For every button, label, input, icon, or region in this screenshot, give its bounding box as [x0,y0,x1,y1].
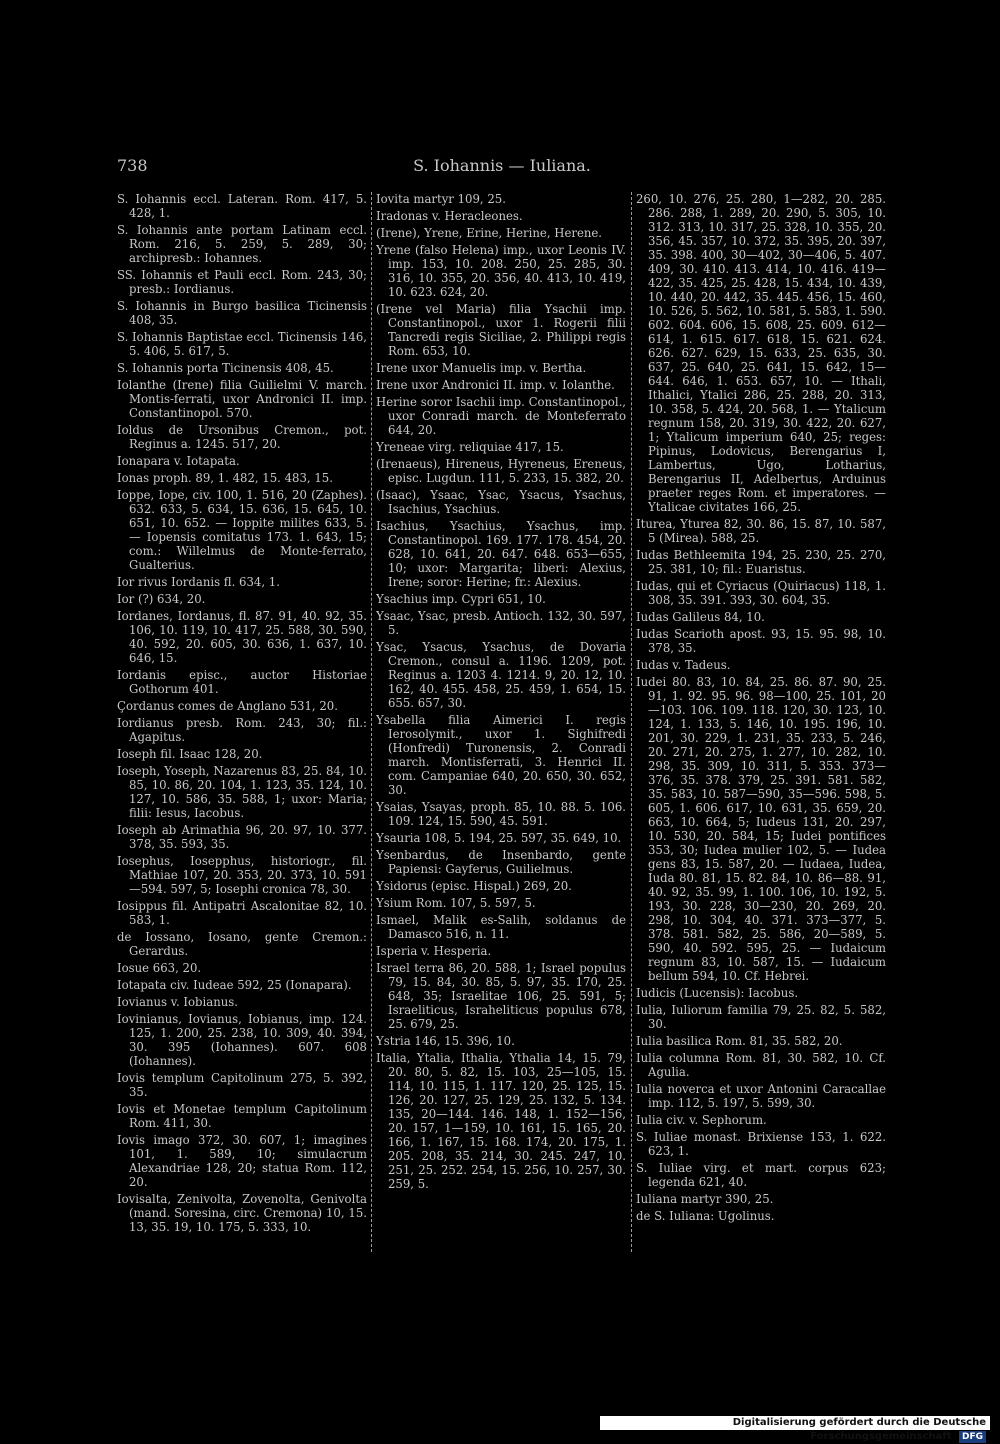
index-entry: Iulia columna Rom. 81, 30. 582, 10. Cf. Agulia. [636,1051,886,1079]
index-entry: Irene uxor Andronici II. imp. v. Iolanthe. [376,378,615,392]
index-entry: Iolanthe (Irene) filia Guilielmi V. march. Montis-ferrati, uxor Andronici II. imp. Constantinopol. 570. [117,378,367,420]
index-entry: (Irene), Yrene, Erine, Herine, Herene. [376,226,603,240]
index-entry: Iulia civ. v. Sephorum. [636,1113,767,1127]
index-entry: Iovianus v. Iobianus. [117,995,238,1009]
index-entry: Ioseph fil. Isaac 128, 20. [117,747,263,761]
column-divider [631,192,632,1252]
index-entry: Iudas Galileus 84, 10. [636,610,765,624]
index-entry: (Isaac), Ysaac, Ysac, Ysacus, Ysachus, Isachius, Ysachius. [376,488,626,516]
index-entry: Iudicis (Lucensis): Iacobus. [636,986,799,1000]
index-entry: Iovinianus, Iovianus, Iobianus, imp. 124. 125, 1. 200, 25. 238, 10. 309, 40. 394, 30. 395 (Iohannes). 607. 608 (Iohannes). [117,1012,367,1068]
index-entry: SS. Iohannis et Pauli eccl. Rom. 243, 30; presb.: Iordianus. [117,268,367,296]
index-entry: Iudas, qui et Cyriacus (Quiriacus) 118, 1. 308, 35. 391. 393, 30. 604, 35. [636,579,886,607]
index-entry: Ysauria 108, 5. 194, 25. 597, 35. 649, 10. [376,831,622,845]
credit-text: Digitalisierung gefördert durch die Deutsche Forschungsgemeinschaft [732,1417,986,1442]
index-entry: Ior rivus Iordanis fl. 634, 1. [117,575,280,589]
index-entry: Ysabella filia Aimerici I. regis Ierosolymit., uxor 1. Sighifredi (Honfredi) Turonensis, 2. Conradi march. Montisferrati, 3. Henrici II. com. Campaniae 640, 20. 650, 30. 652, 30. [376,713,626,797]
page-number: 738 [117,156,148,175]
index-entry: Iudas Scarioth apost. 93, 15. 95. 98, 10. 378, 35. [636,627,886,655]
index-entry: Ysidorus (episc. Hispal.) 269, 20. [376,879,572,893]
index-entry: Iuliana martyr 390, 25. [636,1192,774,1206]
index-entry: Ionapara v. Iotapata. [117,454,240,468]
index-entry: Ystria 146, 15. 396, 10. [376,1034,515,1048]
index-column-3 [636,192,886,1226]
index-entry: Ioseph ab Arimathia 96, 20. 97, 10. 377. 378, 35. 593, 35. [117,823,367,851]
index-entry: Ioldus de Ursonibus Cremon., pot. Reginus a. 1245. 517, 20. [117,423,367,451]
index-entry: Iulia basilica Rom. 81, 35. 582, 20. [636,1034,843,1048]
index-entry: Ismael, Malik es-Salih, soldanus de Damasco 516, n. 11. [376,913,626,941]
index-entry: Iudei 80. 83, 10. 84, 25. 86. 87. 90, 25. 91, 1. 92. 95. 96. 98—100, 25. 101, 20—103. 106. 109. 118. 120, 30. 123, 10. 124, 1. 133, 5. 146, 10. 195. 196, 10. 201, 30. 229, 1. 231, 35. 233, 5. 246, 20. 271, 20. 275, 1. 277, 10. 282, 10. 298, 35. 309, 10. 311, 5. 353. 373—376, 35. 378. 379, 25. 391. 581. 582, 35. 583, 10. 587—590, 35—596. 598, 5. 605, 1. 606. 617, 10. 631, 35. 659, 20. 663, 10. 664, 5; Iudeus 131, 20. 297, 10. 530, 20. 584, 15; Iudei pontifices 353, 30; Iudea mulier 102, 5. — Iudea gens 83, 15. 587, 20. — Iudaea, Iudea, Iuda 80. 81, 15. 82. 84, 10. 86—88. 91, 40. 92, 35. 99, 1. 100. 106, 10. 192, 5. 193, 30. 228, 30—230, 20. 269, 20. 298, 10. 304, 40. 371. 373—377, 5. 378. 581. 582, 25. 586, 20—589, 5. 590, 40. 592. 595, 25. — Iudaicum regnum 83, 10. 587, 15. — Iudaicum bellum 594, 10. Cf. Hebrei. [636,675,886,983]
index-entry: Yreneae virg. reliquiae 417, 15. [376,440,564,454]
digitization-credit [600,1416,990,1442]
index-entry: S. Iohannis Baptistae eccl. Ticinensis 146, 5. 406, 5. 617, 5. [117,330,367,358]
index-entry: (Irene vel Maria) filia Ysachii imp. Constantinopol., uxor 1. Rogerii filii Tancredi regis Siciliae, 2. Philippi regis Rom. 653, 10. [376,302,626,358]
index-entry: Israel terra 86, 20. 588, 1; Israel populus 79, 15. 84, 30. 85, 5. 97, 35. 170, 25. 648, 35; Israelitae 106, 25. 591, 5; Israeliticus, Israheliticus populus 678, 25. 679, 25. [376,961,626,1031]
index-entry: Ysaac, Ysac, presb. Antioch. 132, 30. 597, 5. [376,609,626,637]
index-entry: Ysachius imp. Cypri 651, 10. [376,592,546,606]
column-divider [371,192,372,1252]
index-entry: Yrene (falso Helena) imp., uxor Leonis IV. imp. 153, 10. 208. 250, 25. 285, 30. 316, 10. 355, 20. 356, 40. 413, 10. 419, 10. 623. 624, 20. [376,243,626,299]
index-entry: Iovis imago 372, 30. 607, 1; imagines 101, 1. 589, 10; simulacrum Alexandriae 128, 20; statua Rom. 112, 20. [117,1133,367,1189]
index-entry: Iosue 663, 20. [117,961,202,975]
index-entry: Iulia noverca et uxor Antonini Caracallae imp. 112, 5. 197, 5. 599, 30. [636,1082,886,1110]
index-entry: Ysaias, Ysayas, proph. 85, 10. 88. 5. 106. 109. 124, 15. 590, 45. 591. [376,800,626,828]
index-entry: S. Iohannis in Burgo basilica Ticinensis 408, 35. [117,299,367,327]
index-entry: Ioppe, Iope, civ. 100, 1. 516, 20 (Zaphes). 632. 633, 5. 634, 15. 636, 15. 645, 10. 651, 10. 652. — Ioppite milites 633, 5. — Iopensis comitatus 173. 1. 643, 15; com.: Willelmus de Monte-ferrato, Gualterius. [117,488,367,572]
index-entry: de Iossano, Iosano, gente Cremon.: Gerardus. [117,930,367,958]
index-entry: S. Iuliae monast. Brixiense 153, 1. 622. 623, 1. [636,1130,886,1158]
index-entry: S. Iohannis eccl. Lateran. Rom. 417, 5. 428, 1. [117,192,367,220]
index-entry: Iosippus fil. Antipatri Ascalonitae 82, 10. 583, 1. [117,899,367,927]
index-entry: Ysenbardus, de Insenbardo, gente Papiensi: Gayferus, Guilielmus. [376,848,626,876]
index-entry: Iordanes, Iordanus, fl. 87. 91, 40. 92, 35. 106, 10. 119, 10. 417, 25. 588, 30. 590, 40. 592, 20. 605, 30. 636, 1. 637, 10. 646, 15. [117,609,367,665]
index-entry: Iovis et Monetae templum Capitolinum Rom. 411, 30. [117,1102,367,1130]
index-entry: Iudas v. Tadeus. [636,658,731,672]
index-entry: Isachius, Ysachius, Ysachus, imp. Constantinopol. 169. 177. 178. 454, 20. 628, 10. 641, 20. 647. 648. 653—655, 10; uxor: Margarita; liberi: Alexius, Irene; soror: Herine; fr.: Alexius. [376,519,626,589]
index-column-2 [376,192,626,1194]
index-entry: Iulia, Iuliorum familia 79, 25. 82, 5. 582, 30. [636,1003,886,1031]
running-head [117,156,887,180]
index-entry: Iosephus, Iosepphus, historiogr., fil. Mathiae 107, 20. 353, 20. 373, 10. 591—594. 597, 5; Iosephi cronica 78, 30. [117,854,367,896]
index-entry: S. Iohannis porta Ticinensis 408, 45. [117,361,334,375]
dfg-logo: DFG [959,1431,986,1443]
index-entry: Iordianus presb. Rom. 243, 30; fil.: Agapitus. [117,716,367,744]
index-column-1 [117,192,367,1237]
index-entry: Iturea, Yturea 82, 30. 86, 15. 87, 10. 587, 5 (Mirea). 588, 25. [636,517,886,545]
index-entry: Iradonas v. Heracleones. [376,209,523,223]
index-entry: Italia, Ytalia, Ithalia, Ythalia 14, 15. 79, 20. 80, 5. 82, 15. 103, 25—105, 15. 114, 10. 115, 1. 117. 120, 25. 125, 15. 126, 20. 127, 25. 129, 25. 132, 5. 134. 135, 20—144. 146. 148, 1. 152—156, 20. 157, 1—159, 10. 161, 15. 165, 20. 166, 1. 167, 15. 168. 174, 20. 175, 1. 205. 208, 35. 214, 30. 245. 247, 10. 251, 25. 252. 254, 15. 256, 10. 257, 30. 259, 5. [376,1051,626,1191]
index-entry: Çordanus comes de Anglano 531, 20. [117,699,338,713]
index-entry: Herine soror Isachii imp. Constantinopol., uxor Conradi march. de Monteferrato 644, 20. [376,395,626,437]
index-entry: Ior (?) 634, 20. [117,592,206,606]
index-entry: S. Iohannis ante portam Latinam eccl. Rom. 216, 5. 259, 5. 289, 30; archipresb.: Iohannes. [117,223,367,265]
index-entry: Ysium Rom. 107, 5. 597, 5. [376,896,536,910]
index-entry: S. Iuliae virg. et mart. corpus 623; legenda 621, 40. [636,1161,886,1189]
index-entry: Isperia v. Hesperia. [376,944,492,958]
page-title: S. Iohannis — Iuliana. [413,156,591,175]
index-entry: Ionas proph. 89, 1. 482, 15. 483, 15. [117,471,333,485]
index-entry: Iotapata civ. Iudeae 592, 25 (Ionapara). [117,978,352,992]
index-entry: 260, 10. 276, 25. 280, 1—282, 20. 285. 286. 288, 1. 289, 20. 290, 5. 305, 10. 312. 313, 10. 317, 25. 328, 10. 355, 20. 356, 45. 357, 10. 372, 35. 395, 20. 397, 35. 398. 400, 30—402, 30—406, 5. 407. 409, 30. 410. 413. 414, 10. 416. 419—422, 35. 425, 25. 428, 15. 434, 10. 439, 10. 440, 20. 442, 35. 445. 456, 15. 460, 10. 526, 5. 562, 10. 581, 5. 583, 1. 590. 602. 604. 606, 15. 608, 25. 609. 612—614, 1. 615. 617. 618, 15. 621. 624. 626. 627. 629, 15. 633, 25. 635, 30. 637, 25. 640, 25. 641, 15. 642, 15—644. 646, 1. 653. 657, 10. — Ithali, Ithalici, Ytalici 286, 25. 288, 20. 313, 10. 358, 5. 424, 20. 568, 1. — Ytalicum regnum 158, 20. 319, 30. 422, 20. 627, 1; Ytalicum imperium 640, 25; reges: Pipinus, Lodovicus, Berengarius I, Lambertus, Ugo, Lotharius, Berengarius II, Adelbertus, Arduinus praeter reges Rom. et imperatores. — Ytalicae civitates 166, 25. [636,192,886,514]
index-entry: Irene uxor Manuelis imp. v. Bertha. [376,361,587,375]
index-entry: Iordanis episc., auctor Historiae Gothorum 401. [117,668,367,696]
index-entry: (Irenaeus), Hireneus, Hyreneus, Ereneus, episc. Lugdun. 111, 5. 233, 15. 382, 20. [376,457,626,485]
index-entry: Iudas Bethleemita 194, 25. 230, 25. 270, 25. 381, 10; fil.: Euaristus. [636,548,886,576]
index-entry: Ysac, Ysacus, Ysachus, de Dovaria Cremon., consul a. 1196. 1209, pot. Reginus a. 1203 4. 1214. 9, 20. 12, 10. 162, 40. 455. 458, 25. 459, 1. 654, 15. 655. 657, 30. [376,640,626,710]
index-entry: Iovis templum Capitolinum 275, 5. 392, 35. [117,1071,367,1099]
index-entry: de S. Iuliana: Ugolinus. [636,1209,775,1223]
index-entry: Iovita martyr 109, 25. [376,192,506,206]
index-entry: Iovisalta, Zenivolta, Zovenolta, Genivolta (mand. Soresina, circ. Cremona) 10, 15. 13, 35. 19, 10. 175, 5. 333, 10. [117,1192,367,1234]
index-entry: Ioseph, Yoseph, Nazarenus 83, 25. 84, 10. 85, 10. 86, 20. 104, 1. 123, 35. 124, 10. 127, 10. 586, 35. 588, 1; uxor: Maria; filii: Iesus, Iacobus. [117,764,367,820]
